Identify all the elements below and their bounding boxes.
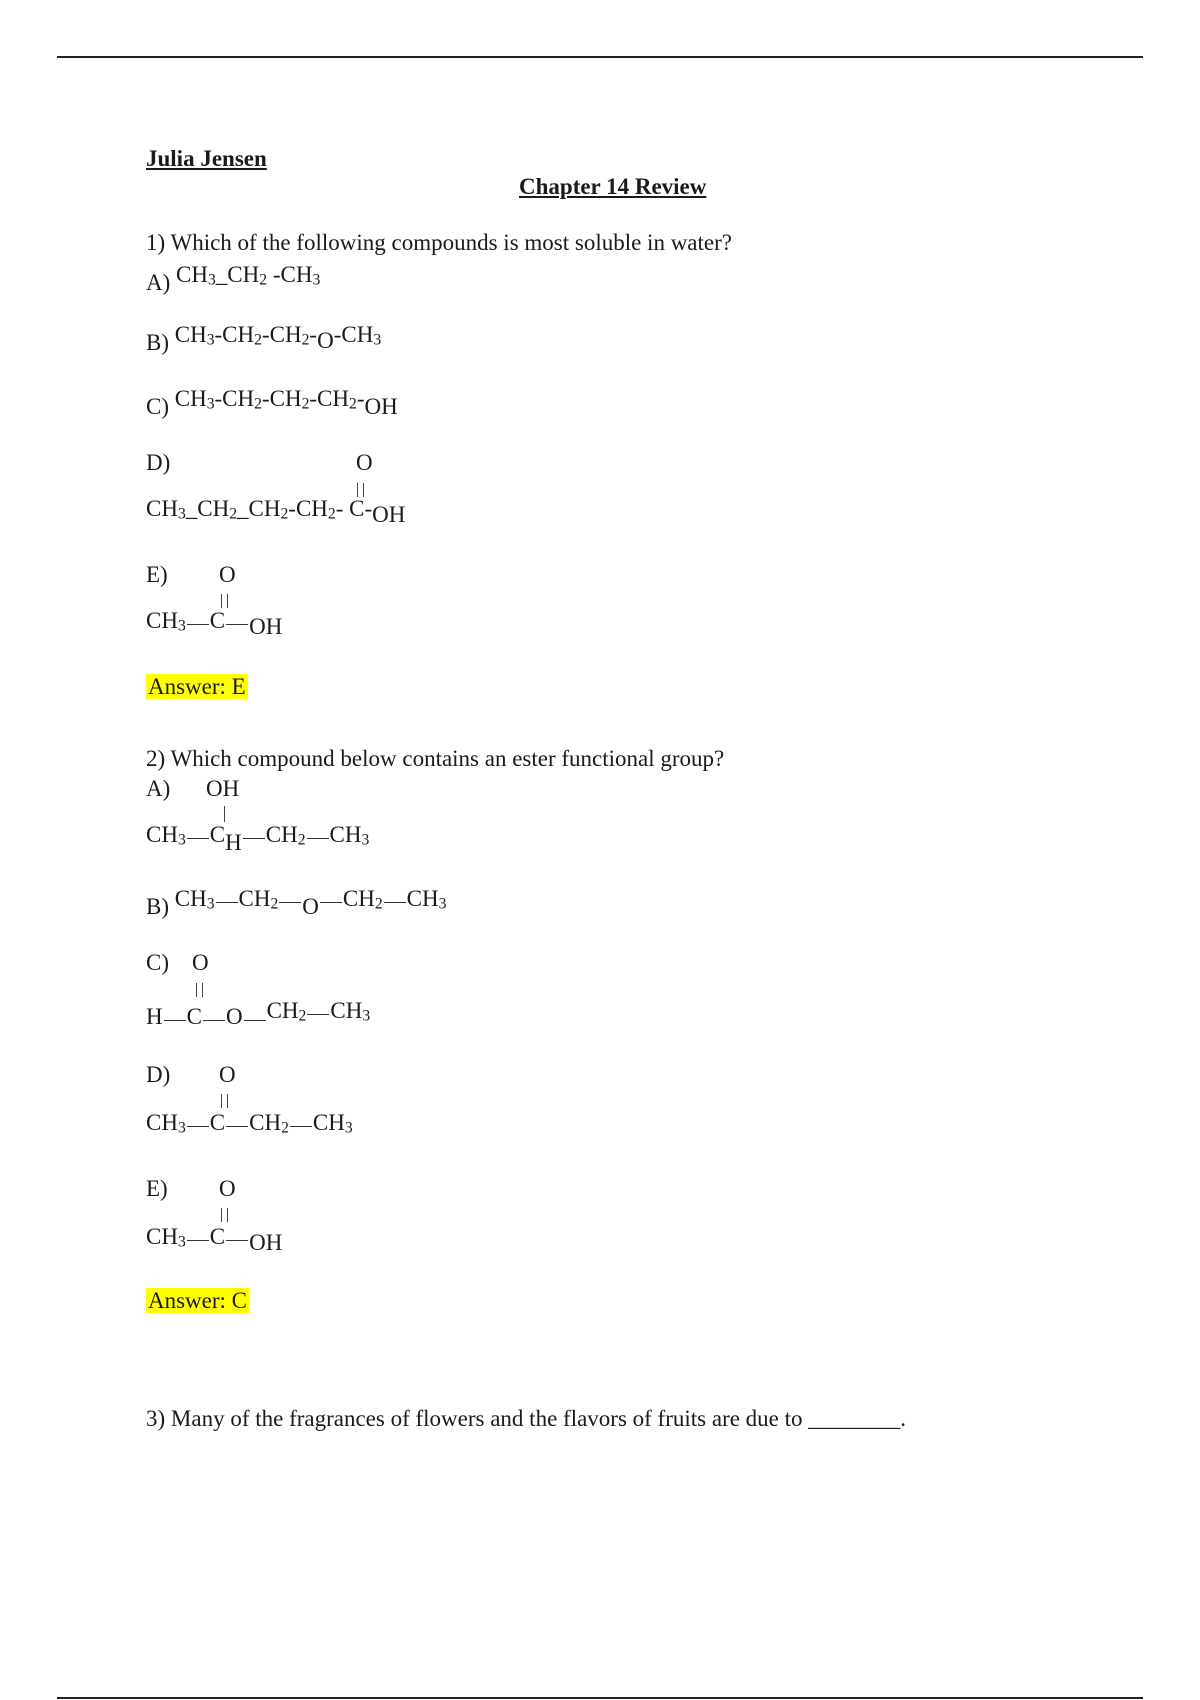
- q1-question: 1) Which of the following compounds is most soluble in water?: [146, 230, 732, 255]
- answer-blank[interactable]: ________.: [808, 1406, 907, 1431]
- top-rule: [57, 56, 1143, 58]
- double-bond: [221, 1208, 228, 1222]
- q2-option-a-structure: $CH_3$ CH $CH_2$ $CH_3$: [146, 822, 370, 855]
- q2-option-d-label[interactable]: D): [146, 1062, 171, 1087]
- q2-option-d-oxygen: O: [219, 1062, 236, 1087]
- double-bond: [196, 983, 203, 997]
- q2-option-b[interactable]: [146, 886, 447, 919]
- q1-option-e-structure: $CH_3$ C OH: [146, 608, 283, 639]
- option-label: B): [146, 330, 169, 355]
- q2-option-c-label[interactable]: C): [146, 950, 169, 975]
- double-bond: [221, 594, 228, 608]
- page-title: Chapter 14 Review: [519, 174, 707, 199]
- q2-option-c-oxygen: O: [192, 950, 209, 975]
- q2-question: 2) Which compound below contains an ester functional group?: [146, 746, 725, 771]
- double-bond: [357, 483, 364, 497]
- q2-option-e-oxygen: O: [219, 1176, 236, 1201]
- option-label: C): [146, 394, 169, 419]
- double-bond: [221, 1094, 228, 1108]
- q2-option-a-label[interactable]: A): [146, 776, 171, 801]
- option-label: A): [146, 270, 171, 295]
- q1-option-d-label[interactable]: D): [146, 450, 171, 475]
- q1-option-b[interactable]: [146, 322, 382, 355]
- q1-answer: Answer: E: [148, 674, 246, 699]
- structure: $CH_3-CH_2-CH_2-CH_2-OH$: [174, 386, 398, 419]
- structure: $CH_3-CH_2-CH_2-O-CH_3$: [174, 322, 382, 353]
- q2-option-a-oh: OH: [206, 776, 240, 801]
- structure: $CH_3$ $CH_2$ O $CH_2$ $CH_3$: [174, 886, 447, 919]
- single-bond: [224, 806, 225, 822]
- q2-option-d-structure: $CH_3$ C $CH_2$ $CH_3$: [146, 1110, 353, 1137]
- q2-option-e-structure: $CH_3$ C OH: [146, 1224, 283, 1255]
- q1-option-d-structure: $CH_3\_CH_2\_CH_2-CH_2-$ C-OH: [146, 496, 406, 527]
- q2-option-c-structure: H C O $CH_2$ $CH_3$: [146, 998, 371, 1029]
- q1-option-d-oxygen: O: [356, 450, 373, 475]
- student-name: Julia Jensen: [146, 146, 267, 171]
- q2-option-e-label[interactable]: E): [146, 1176, 168, 1201]
- q1-option-c[interactable]: [146, 386, 398, 419]
- q1-option-e-label[interactable]: E): [146, 562, 168, 587]
- q3-question: 3) Many of the fragrances of flowers and the flavors of fruits are due to ________.: [146, 1406, 907, 1431]
- bottom-rule: [57, 1697, 1143, 1699]
- q1-option-e-oxygen: O: [219, 562, 236, 587]
- q1-option-a[interactable]: [146, 262, 321, 295]
- q2-answer: Answer: C: [148, 1288, 248, 1313]
- structure: $CH_3\_CH_2$ $-CH_3$: [176, 262, 321, 289]
- option-label: B): [146, 894, 169, 919]
